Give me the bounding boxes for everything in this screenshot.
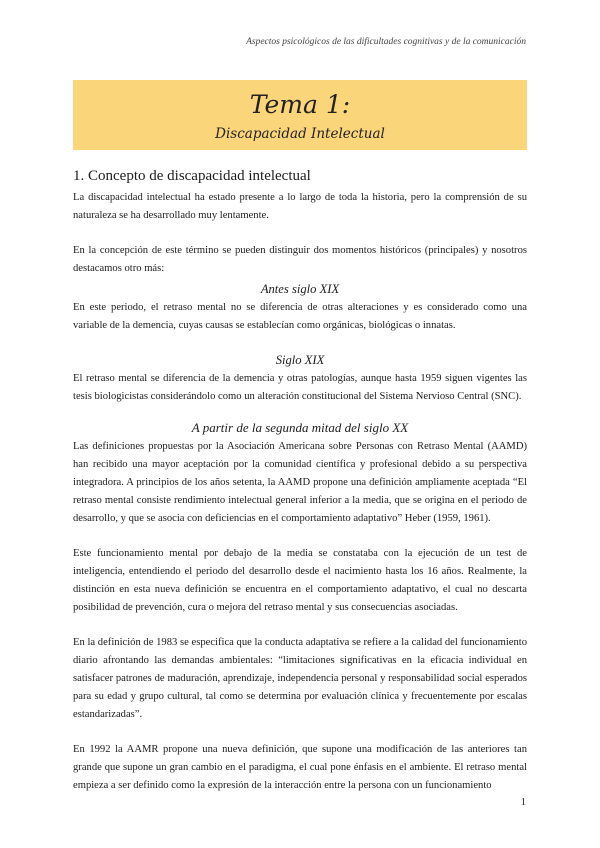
moments-paragraph: En la concepción de este término se pueden distinguir dos momentos históricos (principales) y nosotros destacamos otro más:: [73, 245, 527, 274]
period-paragraph: Las definiciones propuestas por la Asociación Americana sobre Personas con Retraso Mental (AAMD) han recibido una mayor aceptación por la comunidad científica y profesional debido a su perspectiva integradora. A principios de los años setenta, la AAMD propone una definición ampliamente aceptada “El retraso mental consiste rendimiento intelectual general inferior a la media, que se origina en el periodo de desarrollo, y que se asocia con deficiencias en el comportamiento adaptativo” Heber (1959, 1961).: [73, 441, 527, 524]
period-paragraph: El retraso mental se diferencia de la demencia y otras patologías, aunque hasta 1959 siguen vigentes las tesis biologicistas considerándolo como un alteración constitucional del Sistema Nervioso Central (SNC).: [73, 373, 527, 402]
title-box: [73, 80, 527, 150]
period-heading: Siglo XIX: [275, 353, 325, 367]
period-paragraph: En este periodo, el retraso mental no se diferencia de otras alteraciones y es considerado como una variable de la demencia, cuyas causas se establecían como orgánicas, biológicas o innatas.: [73, 302, 527, 331]
page-number: 1: [520, 797, 526, 808]
chapter-title: Tema 1:: [249, 90, 351, 119]
intro-paragraph: La discapacidad intelectual ha estado presente a lo largo de toda la historia, pero la comprensión de su naturaleza se ha desarrollado muy lentamente.: [73, 192, 527, 221]
main-content: [73, 168, 527, 812]
running-header: Aspectos psicológicos de las dificultades cognitivas y de la comunicación: [246, 37, 526, 47]
period-heading: Antes siglo XIX: [260, 282, 340, 296]
section-heading: 1. Concepto de discapacidad intelectual: [73, 168, 311, 184]
chapter-subtitle: Discapacidad Intelectual: [215, 126, 385, 142]
period-heading: A partir de la segunda mitad del siglo XX: [191, 420, 409, 435]
period-paragraph: Este funcionamiento mental por debajo de la media se constataba con la ejecución de un test de inteligencia, entendiendo el periodo del desarrollo desde el nacimiento hasta los 16 años. Realmente, la distinción en esta nueva definición se encuentra en el comportamiento adaptativo, el cual no descarta posibilidad de prevención, cura o mejora del retraso mental y sus consecuencias asociadas.: [73, 548, 527, 613]
period-paragraph: En 1992 la AAMR propone una nueva definición, que supone una modificación de las anteriores tan grande que supone un gran cambio en el paradigma, el cual pone énfasis en el ambiente. El retraso mental empieza a ser definido como la expresión de la interacción entre la persona con un funcionamiento: [73, 744, 527, 791]
period-paragraph: En la definición de 1983 se especifica que la conducta adaptativa se refiere a la calidad del funcionamiento diario afrontando las demandas ambientales: “limitaciones significativas en la eficacia individual en satisfacer patrones de maduración, aprendizaje, independencia personal y responsabilidad social esperados para su edad y grupo cultural, tal como se determina por evaluación clínica y frecuentemente por escalas estandarizadas”.: [73, 637, 527, 720]
